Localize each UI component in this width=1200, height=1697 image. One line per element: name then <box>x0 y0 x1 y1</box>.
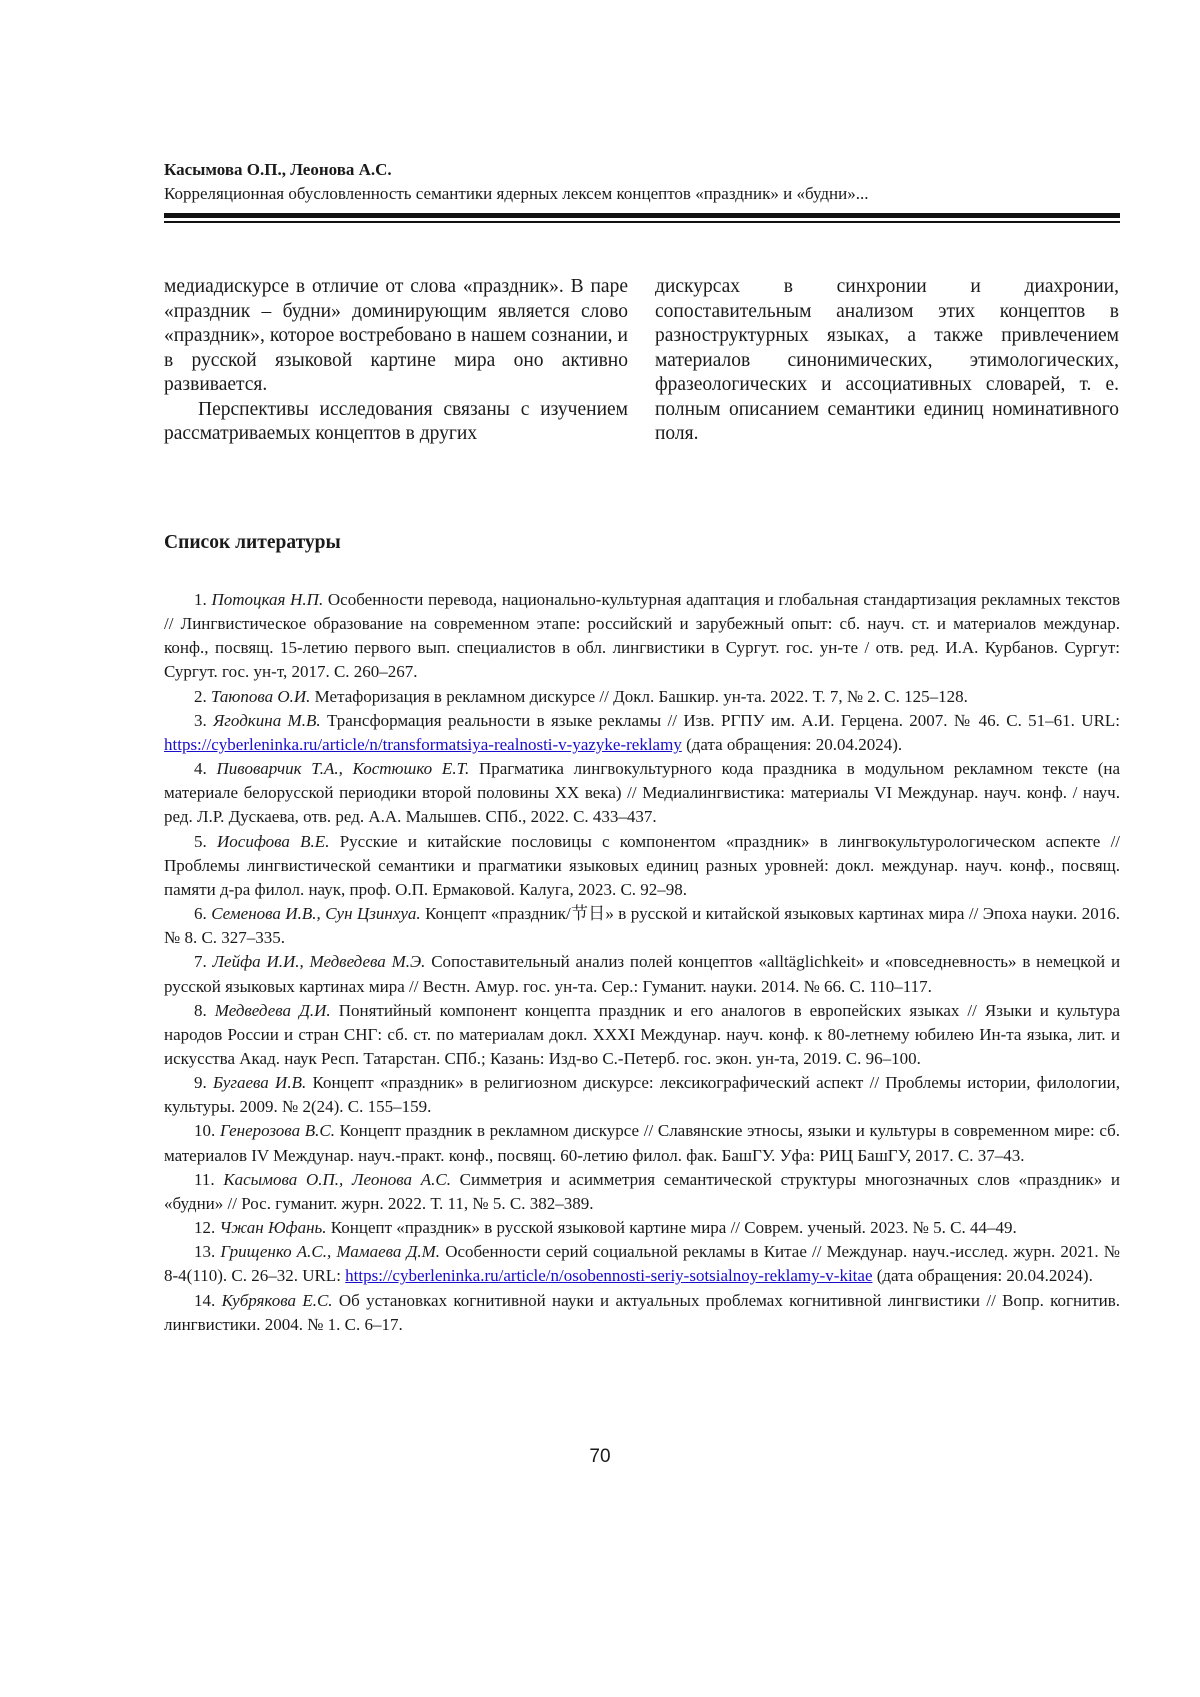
header-rule-thick <box>164 213 1120 218</box>
reference-text: Метафоризация в рекламном дискурсе // Докл. Башкир. ун-та. 2022. Т. 7, № 2. С. 125–128. <box>315 687 968 706</box>
references-list <box>164 588 1120 1337</box>
reference-number: 5. <box>194 832 207 851</box>
reference-text: Об установках когнитивной науки и актуальных проблемах когнитивной лингвистики // Вопр. когнитив. лингвистики. 2004. № 1. С. 6–17. <box>164 1291 1120 1334</box>
paragraph: дискурсах в синхронии и диахронии, сопоставительным анализом этих концептов в разноструктурных языках, а также привлечением материалов синонимических, этимологических, фразеологических и ассоциативных словарей, т. е. полным описанием семантики единиц номинативного поля. <box>655 275 1119 447</box>
reference-number: 8. <box>194 1001 207 1020</box>
reference-number: 12. <box>194 1218 215 1237</box>
reference-number: 4. <box>194 759 207 778</box>
reference-number: 14. <box>194 1291 215 1310</box>
reference-item <box>164 999 1120 1071</box>
reference-item <box>164 685 1120 709</box>
reference-authors: Семенова И.В., Сун Цзинхуа. <box>211 904 420 923</box>
header-rule-thin <box>164 221 1120 223</box>
reference-text: Концепт праздник в рекламном дискурсе // Славянские этносы, языки и культуры в современном мире: сб. материалов IV Междунар. науч.-практ. конф., посвящ. 60-летию филол. фак. БашГУ. Уфа: РИЦ БашГУ, 2017. С. 37–43. <box>164 1121 1120 1164</box>
reference-link[interactable]: https://cyberleninka.ru/article/n/transformatsiya-realnosti-v-yazyke-reklamy <box>164 735 682 754</box>
header-title: Корреляционная обусловленность семантики ядерных лексем концептов «праздник» и «будни»... <box>164 182 1120 206</box>
reference-number: 11. <box>194 1170 215 1189</box>
reference-item <box>164 830 1120 902</box>
reference-item <box>164 1071 1120 1119</box>
reference-text: Понятийный компонент концепта праздник и его аналогов в европейских языках // Языки и культура народов России и стран СНГ: сб. ст. по материалам докл. XXXI Междунар. науч. конф. к 80-летнему юбилею Ин-та языка, лит. и искусства Акад. наук Респ. Татарстан. СПб.; Казань: Изд-во С.-Петерб. гос. экон. ун-та, 2019. С. 96–100. <box>164 1001 1120 1068</box>
running-header <box>164 158 1120 206</box>
reference-text: Особенности перевода, национально-культурная адаптация и глобальная стандартизация рекламных текстов // Лингвистическое образование на современном этапе: российский и зарубежный опыт: сб. науч. ст. и материалов междунар. конф., посвящ. 15-летию первого вып. специалистов в обл. лингвистики в Сургут. гос. ун-те / отв. ред. И.А. Курбанов. Сургут: Сургут. гос. ун-т, 2017. С. 260–267. <box>164 590 1120 681</box>
reference-number: 10. <box>194 1121 215 1140</box>
reference-item <box>164 902 1120 950</box>
reference-access-date: (дата обращения: 20.04.2024). <box>877 1266 1093 1285</box>
reference-item <box>164 1240 1120 1288</box>
reference-link[interactable]: https://cyberleninka.ru/article/n/osobennosti-seriy-sotsialnoy-reklamy-v-kitae <box>345 1266 872 1285</box>
reference-authors: Медведева Д.И. <box>215 1001 331 1020</box>
reference-access-date: (дата обращения: 20.04.2024). <box>686 735 902 754</box>
reference-authors: Генерозова В.С. <box>220 1121 335 1140</box>
reference-item <box>164 588 1120 685</box>
reference-authors: Иосифова В.Е. <box>217 832 329 851</box>
references-heading: Список литературы <box>164 532 341 554</box>
reference-text: Симметрия и асимметрия семантической структуры многозначных слов «праздник» и «будни» // Рос. гуманит. журн. 2022. Т. 11, № 5. С. 382–389. <box>164 1170 1120 1213</box>
reference-authors: Потоцкая Н.П. <box>211 590 323 609</box>
reference-authors: Пивоварчик Т.А., Костюшко Е.Т. <box>217 759 470 778</box>
reference-item <box>164 1119 1120 1167</box>
page-number: 70 <box>0 1446 1200 1468</box>
reference-number: 1. <box>194 590 207 609</box>
paragraph: Перспективы исследования связаны с изучением рассматриваемых концептов в других <box>164 398 628 447</box>
reference-number: 3. <box>194 711 207 730</box>
body-column-right <box>655 275 1119 447</box>
reference-text: Русские и китайские пословицы с компонентом «праздник» в лингвокультурологическом аспекте // Проблемы лингвистической семантики и прагматики языковых единиц разных уровней: докл. междунар. науч. конф., посвящ. памяти д-ра филол. наук, проф. О.П. Ермаковой. Калуга, 2023. С. 92–98. <box>164 832 1120 899</box>
reference-item <box>164 757 1120 829</box>
reference-text: Концепт «праздник/节日» в русской и китайской языковых картинах мира // Эпоха науки. 2016. № 8. С. 327–335. <box>164 904 1120 947</box>
reference-text: Сопоставительный анализ полей концептов «alltäglichkeit» и «повседневность» в немецкой и русской языковых картинах мира // Вестн. Амур. гос. ун-та. Сер.: Гуманит. науки. 2014. № 66. С. 110–117. <box>164 952 1120 995</box>
header-authors: Касымова О.П., Леонова А.С. <box>164 158 1120 182</box>
reference-authors: Лейфа И.И., Медведева М.Э. <box>213 952 426 971</box>
reference-item <box>164 950 1120 998</box>
reference-authors: Грищенко А.С., Мамаева Д.М. <box>220 1242 440 1261</box>
reference-authors: Касымова О.П., Леонова А.С. <box>223 1170 451 1189</box>
reference-authors: Таюпова О.И. <box>211 687 310 706</box>
reference-item <box>164 709 1120 757</box>
paragraph: медиадискурсе в отличие от слова «праздник». В паре «праздник – будни» доминирующим является слово «праздник», которое востребовано в нашем сознании, и в русской языковой картине мира оно активно развивается. <box>164 275 628 398</box>
reference-authors: Бугаева И.В. <box>213 1073 306 1092</box>
reference-text: Прагматика лингвокультурного кода праздника в модульном рекламном тексте (на материале белорусской периодики второй половины XX века) // Медиалингвистика: материалы VI Междунар. науч. конф. / науч. ред. Л.Р. Дускаева, отв. ред. А.А. Малышев. СПб., 2022. С. 433–437. <box>164 759 1120 826</box>
reference-item <box>164 1216 1120 1240</box>
document-page <box>0 0 1200 1697</box>
reference-authors: Кубрякова Е.С. <box>222 1291 333 1310</box>
reference-number: 2. <box>194 687 207 706</box>
body-column-left <box>164 275 628 447</box>
reference-text: Особенности серий социальной рекламы в Китае // Междунар. науч.-исслед. журн. 2021. № 8-4(110). С. 26–32. URL: <box>164 1242 1120 1285</box>
reference-number: 9. <box>194 1073 207 1092</box>
reference-number: 6. <box>194 904 207 923</box>
reference-authors: Ягодкина М.В. <box>213 711 320 730</box>
reference-text: Трансформация реальности в языке рекламы // Изв. РГПУ им. А.И. Герцена. 2007. № 46. С. 51–61. URL: <box>327 711 1120 730</box>
reference-authors: Чжан Юфань. <box>220 1218 327 1237</box>
reference-text: Концепт «праздник» в религиозном дискурсе: лексикографический аспект // Проблемы истории, филологии, культуры. 2009. № 2(24). С. 155–159. <box>164 1073 1120 1116</box>
reference-number: 13. <box>194 1242 215 1261</box>
reference-number: 7. <box>194 952 207 971</box>
reference-item <box>164 1289 1120 1337</box>
reference-text: Концепт «праздник» в русской языковой картине мира // Соврем. ученый. 2023. № 5. С. 44–49. <box>331 1218 1017 1237</box>
reference-item <box>164 1168 1120 1216</box>
